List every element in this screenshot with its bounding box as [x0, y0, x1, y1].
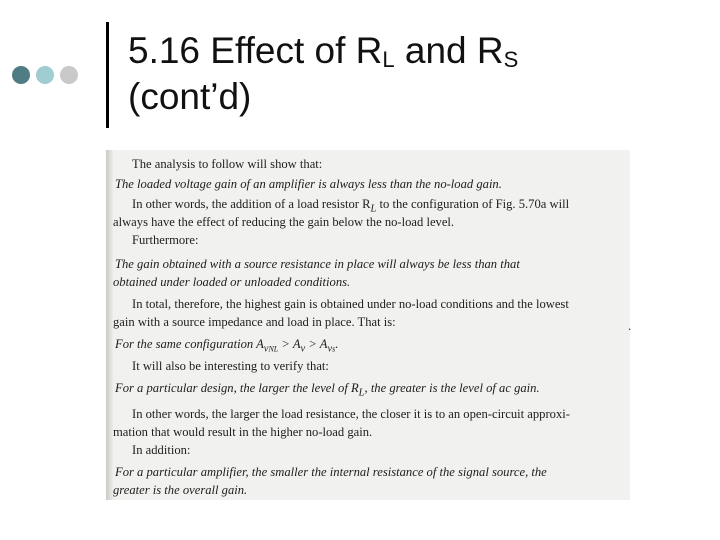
scan-line-6: The gain obtained with a source resistance in place will always be less than that [115, 257, 520, 271]
bullet-dot-dark [12, 66, 30, 84]
title-line-2: (cont’d) [128, 76, 252, 117]
scan-line-5: Furthermore: [132, 233, 199, 247]
scan-line-8: In total, therefore, the highest gain is obtained under no-load conditions and the lowest [132, 297, 569, 311]
scan-line-7: obtained under loaded or unloaded conditions. [113, 275, 351, 289]
title-subscript-l: L [382, 47, 395, 72]
stray-mark: . [628, 318, 632, 333]
scan-line-10: For the same configuration $A_{vNL} > A_v > A_{vs}$. [115, 337, 339, 355]
scan-line-12: For a particular design, the larger the level of $R_L$, the greater is the level of ac gain. [115, 381, 540, 399]
scan-line-14: mation that would result in the higher no-load gain. [113, 425, 373, 439]
scan-line-15: In addition: [132, 443, 191, 457]
bullet-dots [12, 66, 78, 84]
scan-line-16: For a particular amplifier, the smaller the internal resistance of the signal source, the [115, 465, 547, 479]
scan-line-13: In other words, the larger the load resistance, the closer it is to an open-circuit approxi- [132, 407, 570, 421]
slide-title [128, 28, 518, 120]
title-subscript-s: S [503, 47, 519, 72]
scan-line-1: The analysis to follow will show that: [132, 157, 323, 171]
scan-line-2: The loaded voltage gain of an amplifier is always less than the no-load gain. [115, 177, 502, 191]
title-text: 5.16 Effect of R [128, 30, 383, 71]
scan-line-11: It will also be interesting to verify that: [132, 359, 329, 373]
scan-edge [106, 150, 113, 500]
bullet-dot-grey [60, 66, 78, 84]
title-divider [106, 22, 109, 128]
scan-line-9: gain with a source impedance and load in place. That is: [113, 315, 396, 329]
scan-line-3: In other words, the addition of a load resistor $R_L$ to the configuration of Fig. 5.70a will [132, 197, 570, 215]
scan-line-4: always have the effect of reducing the gain below the no-load level. [113, 215, 455, 229]
bullet-dot-light [36, 66, 54, 84]
scanned-textbook-excerpt [106, 150, 630, 500]
title-text-and: and R [394, 30, 504, 71]
title-line-1 [128, 28, 518, 74]
scan-line-17: greater is the overall gain. [113, 483, 248, 497]
